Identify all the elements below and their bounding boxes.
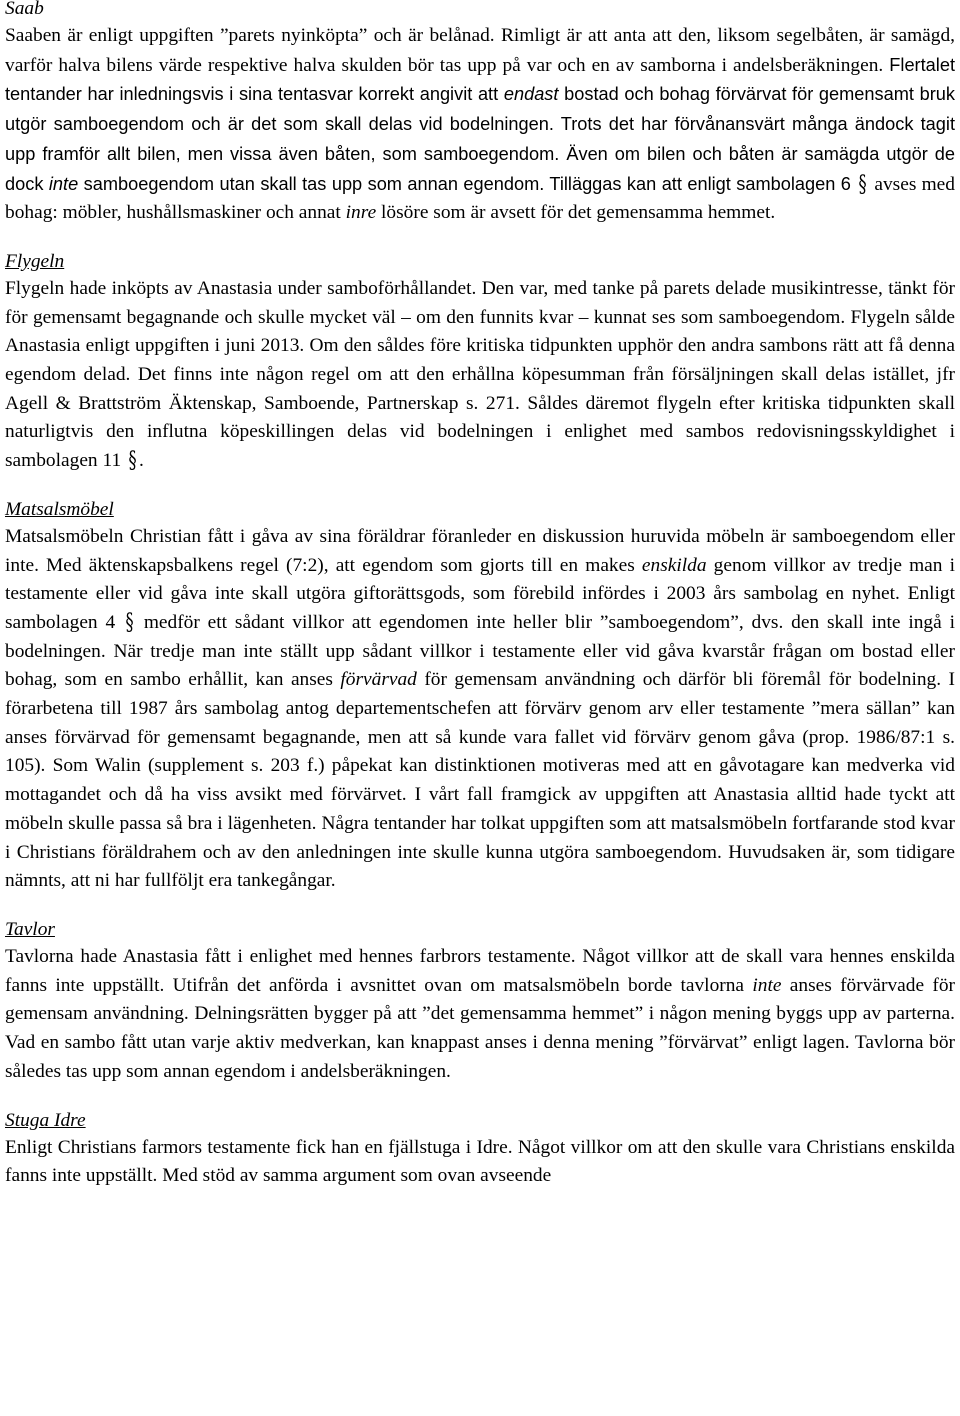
section-saab — [5, 0, 955, 228]
section-heading-flygeln: Flygeln — [5, 250, 65, 272]
section-flygeln — [5, 249, 955, 476]
text-run: Saaben är enligt uppgiften ”parets nyinköpta” och är belånad. Rimligt är att anta att den, liksom segelbåten, är samägd, varför halva bilens värde respektive halva skulden bör tas upp på var och en av samborna i andelsberäkningen. — [5, 25, 955, 76]
text-run: bostad och bohag förvärvat för gemensamt bruk utgör samboegendom och är det som skall delas vid bodelningen. — [5, 84, 955, 135]
text-run: för gemensam användning och därför bli föremål för bodelning. I förarbetena till 1987 års sambolag antog departementschefen att förvärv genom arv eller testamente ”mera sällan” kan anses förvärvad för gemensamt begagnande, men att så kunde vara fallet vid förvärv genom gåva (prop. 1986/87:1 s. 105). Som Walin (supplement s. 203 f.) påpekat kan distinktionen motiveras med att en gåvotagare kan medverka vid mottagandet och då ha viss avsikt med förvärvet. I vårt fall framgick av uppgiften att Anastasia alltid hade tyckt att möbeln skulle passa så bra i lägenheten. Några tentander har tolkat uppgiften som att matsalsmöbeln fortfarande stod kvar i Christians föräldrahem och av den anledningen inte skulle kunna utgöra samboegendom. Huvudsaken är, som tidigare nämnts, att ni har fullföljt era tankegångar. — [5, 669, 955, 892]
text-run: genom villkor av tredje man i testamente eller vid gåva inte skall utgöra giftorättsgods, som förebild infördes i 2003 års sambolag en nyhet. Enligt sambolagen 4 — [5, 554, 955, 633]
section-tavlor — [5, 917, 955, 1087]
text-run: Tavlorna hade Anastasia fått i enlighet med hennes farbrors testamente. Något villkor att de skall vara hennes enskilda fanns inte uppställt. Utifrån det anförda i avsnittet ovan om matsalsmöbeln borde tavlorna — [5, 945, 955, 996]
section-heading-stuga-idre: Stuga Idre — [5, 1109, 86, 1131]
section-heading-saab: Saab — [5, 0, 44, 19]
emphasis: enskilda — [641, 554, 707, 576]
text-run: Flygeln hade inköpts av Anastasia under samboförhållandet. Den var, med tanke på parets delade musikintresse, tänkt för för gemensamt begagnande och skulle mycket väl – om den funnits kvar – kunnat ses som samboegendom. Flygeln sålde Anastasia enligt uppgiften i juni 2013. Om den såldes före kritiska tidpunkten upphör den andra sambons rätt att få denna egendom delad. Det finns inte någon regel om att den erhållna köpesumman från försäljningen skall delas istället, jfr Agell & Brattström Äktenskap, Samboende, Partnerskap s. 271. Såldes däremot flygeln efter kritiska tidpunkten skall naturligtvis den influtna köpeskillingen delas vid bodelningen i enlighet med sambos redovisningsskyldighet i sambolagen 11 — [5, 277, 955, 472]
text-run: samboegendom utan skall tas upp som annan egendom. Tilläggas kan att enligt sambolagen 6 — [83, 173, 851, 194]
section-heading-matsalsmobel: Matsalsmöbel — [5, 498, 114, 520]
text-run: Enligt Christians farmors testamente fick han en fjällstuga i Idre. Något villkor om att den skulle vara Christians enskilda fanns inte uppställt. Med stöd av samma argument som ovan avseende — [5, 1136, 955, 1187]
emphasis: endast — [503, 84, 559, 105]
text-run: Matsalsmöbeln Christian fått i gåva av sina föräldrar föranleder en diskussion huruvida möbeln är samboegendom eller inte. Med äktenskapsbalkens regel (7:2), att egendom som gjorts till en makes — [5, 525, 955, 576]
emphasis: förvärvad — [340, 669, 417, 691]
paragraph-matsalsmobel — [5, 523, 955, 896]
text-run: anses förvärvade för gemensam användning. Delningsrätten bygger på att ”det gemensamma hemmet” i någon mening byggs upp av parterna. Vad en sambo fått utan varje aktiv medverkan, kan knappast anses i denna mening ”förvärvat” enligt lagen. Tavlorna bör således tas upp som annan egendom i andelsberäkningen. — [5, 974, 955, 1082]
text-run: Trots det har förvånansvärt många ändock tagit upp framför allt bilen, men vissa även båten, som samboegendom. Även om bilen och båten är samägda utgör de dock — [5, 114, 955, 194]
emphasis: inte — [48, 173, 79, 194]
paragraph-sign: § — [128, 446, 137, 475]
section-stuga-idre — [5, 1108, 955, 1191]
paragraph-flygeln — [5, 275, 955, 476]
paragraph-sign: § — [125, 608, 134, 636]
text-run: Flertalet tentander har inledningsvis i sina tentasvar korrekt angivit att — [5, 54, 955, 105]
paragraph-stuga-idre — [5, 1134, 955, 1191]
paragraph-tavlor — [5, 943, 955, 1087]
text-run: avses med bohag: möbler, hushållsmaskiner och annat — [5, 173, 955, 224]
section-matsalsmobel — [5, 497, 955, 896]
emphasis: inte — [752, 974, 782, 996]
emphasis: inre — [345, 202, 377, 224]
text-run: . — [139, 450, 144, 472]
text-run: lösöre som är avsett för det gemensamma hemmet. — [381, 202, 776, 224]
paragraph-sign: § — [858, 170, 867, 198]
paragraph-saab — [5, 22, 955, 228]
text-run: medför ett sådant villkor att egendomen inte heller blir ”samboegendom”, dvs. den skall inte ingå i bodelningen. När tredje man inte ställt upp sådant villkor i testamente eller vid gåva kvarstår frågan om bostad eller bohag, som en sambo erhållit, kan anses — [5, 611, 955, 691]
section-heading-tavlor: Tavlor — [5, 918, 55, 940]
